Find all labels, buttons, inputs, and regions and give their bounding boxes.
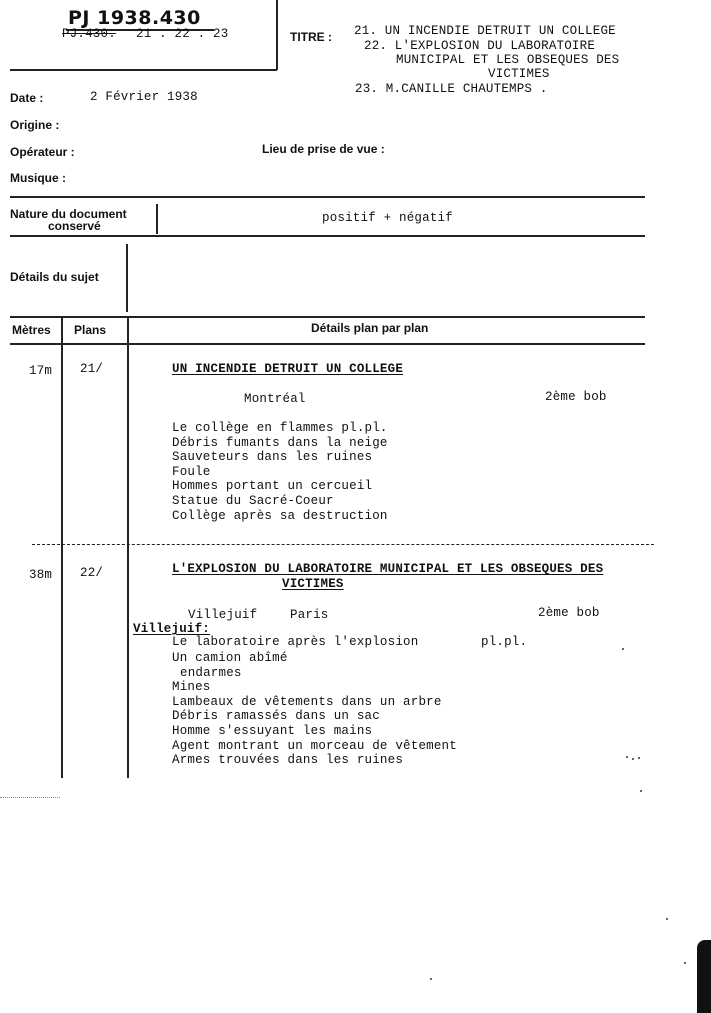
scan-speck (684, 962, 686, 964)
scan-faint-line (0, 797, 60, 798)
scan-speck (638, 757, 640, 759)
section-22-bob: 2ème bob (538, 606, 600, 620)
section-22-title-line2: VICTIMES (282, 577, 344, 591)
section-22-shot-1: Le laboratoire après l'explosion (172, 635, 419, 649)
scan-speck (622, 648, 624, 650)
scan-speck (632, 758, 634, 760)
shot-item: Débris ramassés dans un sac (172, 709, 380, 724)
shot-item: Débris fumants dans la neige (172, 435, 388, 450)
lieu-label: Lieu de prise de vue : (262, 142, 385, 156)
section-22-shot-1-tag: pl.pl. (481, 635, 528, 649)
shot-item: Mines (172, 680, 211, 695)
shot-item: Agent montrant un morceau de vêtement (172, 738, 457, 753)
header-box-bottom-border (10, 69, 277, 71)
date-label: Date : (10, 91, 44, 105)
section-separator (32, 544, 654, 545)
section-21-metres: 17m (29, 364, 53, 378)
header-box-right-border (276, 0, 278, 70)
col-header-plans: Plans (74, 323, 107, 337)
nature-value: positif + négatif (322, 211, 453, 225)
scan-page-edge (697, 940, 711, 1013)
struck-reference: PJ.430. (62, 27, 116, 41)
shot-item: Le collège en flammes pl.pl. (172, 421, 388, 435)
section-22-shot-list (172, 651, 457, 768)
shot-item: endarmes (180, 665, 242, 680)
col-divider-2 (127, 318, 129, 778)
shot-item: Foule (172, 464, 211, 479)
section-22-sub-location: Villejuif: (133, 622, 211, 636)
section-21-bob: 2ème bob (545, 390, 607, 404)
details-sujet-label: Détails du sujet (10, 270, 99, 284)
nature-divider (156, 204, 158, 234)
titre-label: TITRE : (290, 30, 332, 44)
reference-numbers: 21 . 22 . 23 (136, 27, 229, 41)
section-22-plan: 22/ (80, 566, 104, 580)
section-22-location-1: Villejuif (188, 608, 258, 622)
section-21-location: Montréal (244, 392, 306, 406)
section-22-location-2: Paris (290, 608, 329, 622)
shot-item: Hommes portant un cercueil (172, 479, 373, 494)
col-header-metres: Mètres (12, 323, 51, 337)
handwritten-reference: PJ 1938.430 (68, 7, 201, 29)
origine-label: Origine : (10, 118, 60, 132)
title-line-22: 22. L'EXPLOSION DU LABORATOIRE (364, 39, 596, 53)
shot-item: Homme s'essuyant les mains (172, 723, 373, 738)
operateur-label: Opérateur : (10, 145, 75, 159)
shot-item: Armes trouvées dans les ruines (172, 753, 404, 768)
title-line-22-cont: MUNICIPAL ET LES OBSEQUES DES (396, 53, 620, 67)
shot-item: Lambeaux de vêtements dans un arbre (172, 694, 442, 709)
section-22-title-line1: L'EXPLOSION DU LABORATOIRE MUNICIPAL ET LES OBSEQUES DES (172, 562, 604, 576)
table-header-rule (10, 343, 645, 345)
divider-before-details (10, 235, 645, 237)
section-21-shot-list (172, 421, 388, 523)
shot-item: Sauveteurs dans les ruines (172, 450, 373, 465)
col-header-details: Détails plan par plan (311, 321, 429, 335)
scan-speck (640, 790, 642, 792)
nature-label-line2: conservé (48, 219, 101, 233)
shot-item: Un camion abîmé (172, 651, 288, 665)
divider-before-nature (10, 196, 645, 198)
title-line-22-end: VICTIMES (488, 67, 550, 81)
section-21-plan: 21/ (80, 362, 104, 376)
section-21-title: UN INCENDIE DETRUIT UN COLLEGE (172, 362, 404, 376)
musique-label: Musique : (10, 171, 66, 185)
details-divider (126, 244, 128, 312)
nature-label-line1: Nature du document (10, 207, 127, 221)
scan-speck (430, 978, 432, 980)
shot-item: Collège après sa destruction (172, 508, 388, 523)
scan-speck (626, 756, 628, 758)
col-divider-1 (61, 318, 63, 778)
title-line-21: 21. UN INCENDIE DETRUIT UN COLLEGE (354, 24, 616, 38)
scan-speck (666, 918, 668, 920)
title-line-23: 23. M.CANILLE CHAUTEMPS . (355, 82, 548, 96)
date-value: 2 Février 1938 (90, 90, 198, 104)
section-22-metres: 38m (29, 568, 53, 582)
divider-before-table (10, 316, 645, 318)
shot-item: Statue du Sacré-Coeur (172, 493, 334, 508)
